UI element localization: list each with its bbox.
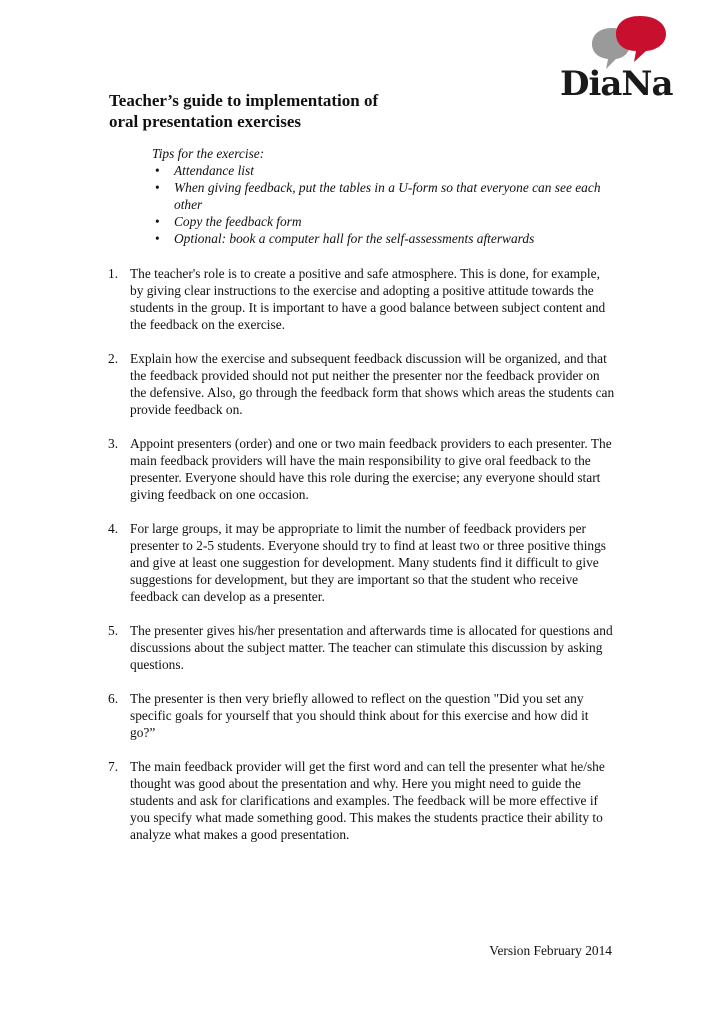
step-item (108, 350, 616, 418)
step-text: The teacher's role is to create a positive and safe atmosphere. This is done, for example, by giving clear instructions to the exercise and adopting a positive attitude towards the students in the group. It is important to have a good balance between subject content and the feedback on the exercise. (130, 266, 606, 332)
tips-item (152, 213, 622, 230)
tips-item (152, 162, 622, 179)
step-number: 6. (108, 691, 119, 706)
version-footer: Version February 2014 (489, 943, 612, 958)
step-number: 4. (108, 521, 119, 536)
step-text: The presenter gives his/her presentation and afterwards time is allocated for questions and discussions about the subject matter. The teacher can stimulate this discussion by asking questions. (130, 623, 613, 672)
bullet-icon: • (155, 231, 160, 246)
step-text: The presenter is then very briefly allowed to reflect on the question "Did you set any specific goals for yourself that you should think about for this exercise and how did it go?” (130, 691, 589, 740)
speech-bubbles-icon (590, 14, 670, 70)
tips-item-text: When giving feedback, put the tables in a U-form so that everyone can see each other (174, 180, 601, 212)
tips-item-text: Copy the feedback form (174, 214, 302, 229)
tips-item-text: Attendance list (174, 163, 254, 178)
step-text: Explain how the exercise and subsequent feedback discussion will be organized, and that the feedback provided should not put neither the presenter nor the feedback provider on the defensive. Also, go through the feedback form that shows which areas the students can provide feedback on. (130, 351, 615, 417)
diana-logo (560, 14, 690, 104)
title-line-1: Teacher’s guide to implementation of (109, 91, 379, 110)
step-number: 1. (108, 266, 119, 281)
step-item (108, 690, 616, 741)
step-text: Appoint presenters (order) and one or two main feedback providers to each presenter. The main feedback providers will have the main responsibility to give oral feedback to the presenter. Everyone should have this role during the exercise; any everyone should start giving feedback on one occasion. (130, 436, 612, 502)
step-number: 7. (108, 759, 119, 774)
step-number: 2. (108, 351, 119, 366)
bullet-icon: • (155, 180, 160, 195)
steps-list (108, 265, 616, 860)
step-item (108, 758, 616, 843)
bullet-icon: • (155, 214, 160, 229)
title-line-2: oral presentation exercises (109, 112, 301, 131)
step-text: The main feedback provider will get the first word and can tell the presenter what he/she thought was good about the presentation and why. Here you might need to guide the students and ask for clarifications and examples. The feedback will be more effective if you specify what made something good. This makes the students practice their ability to analyze what makes a good presentation. (130, 759, 605, 842)
tips-list (152, 162, 622, 247)
bullet-icon: • (155, 163, 160, 178)
step-item (108, 622, 616, 673)
step-number: 5. (108, 623, 119, 638)
step-number: 3. (108, 436, 119, 451)
logo-wordmark: DiaNa (560, 64, 673, 104)
step-text: For large groups, it may be appropriate to limit the number of feedback providers per presenter to 2-5 students. Everyone should try to find at least two or three positive things and give at least one suggestion for development. Many students find it difficult to give suggestions for development, but they are important so that the student who receive feedback can develop as a presenter. (130, 521, 607, 604)
step-item (108, 265, 616, 333)
page-title (109, 90, 529, 132)
tips-item (152, 179, 622, 213)
tips-item-text: Optional: book a computer hall for the self-assessments afterwards (174, 231, 535, 246)
step-item (108, 520, 616, 605)
tips-heading: Tips for the exercise: (152, 146, 265, 161)
step-item (108, 435, 616, 503)
tips-item (152, 230, 622, 247)
tips-section (152, 145, 622, 247)
